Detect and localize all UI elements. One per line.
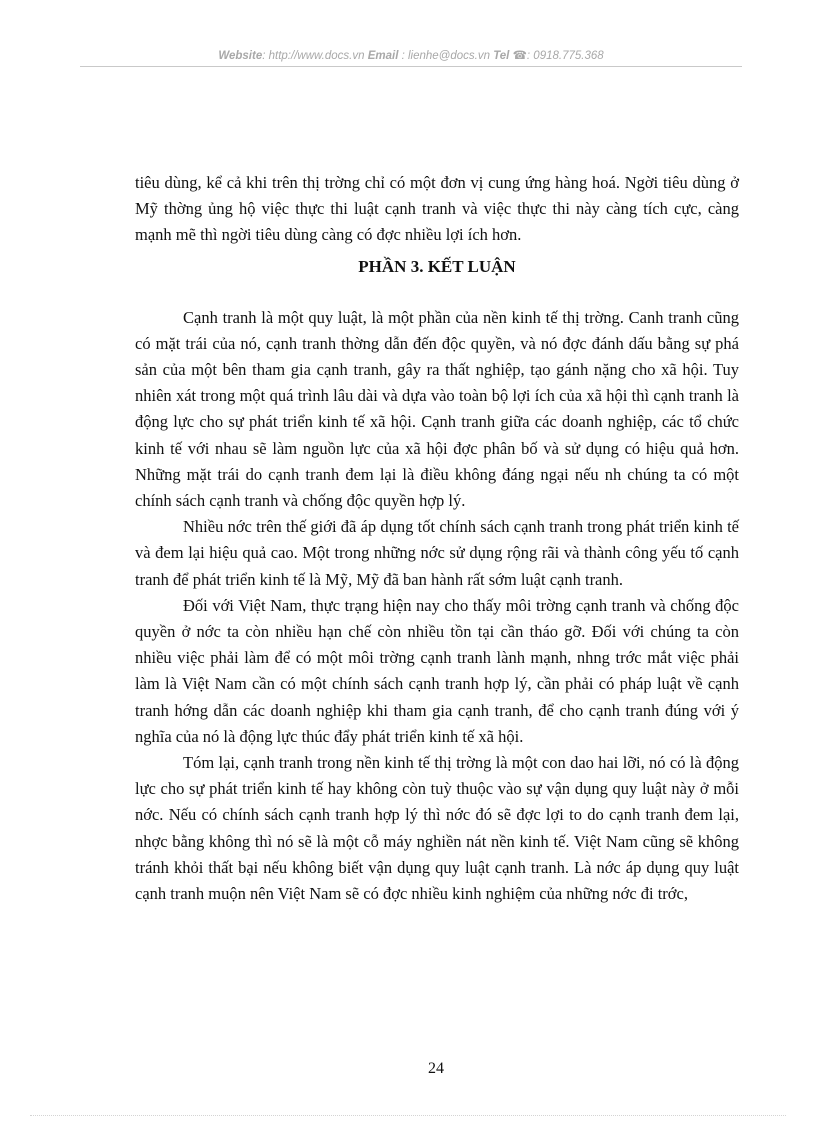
body-paragraph-4: Tóm lại, cạnh tranh trong nền kinh tế thị trờng là một con dao hai lỡi, nó có là động lực cho sự phát triển kinh tế hay không còn tuỳ thuộc vào sự vận dụng quy luật này ở mỗi nớc. Nếu có chính sách cạnh tranh hợp lý thì nớc đó sẽ đợc lợi to do cạnh tranh đem lại, nhợc bằng không thì nó sẽ là một cỗ máy nghiền nát nền kinh tế. Việt Nam cũng sẽ không tránh khỏi thất bại nếu không biết vận dụng quy luật cạnh tranh. Là nớc áp dụng quy luật cạnh tranh muộn nên Việt Nam sẽ có đợc nhiều kinh nghiệm của những nớc đi trớc, — [135, 753, 739, 904]
page-header — [80, 48, 742, 68]
section-heading: PHẦN 3. KẾT LUẬN — [358, 256, 516, 276]
intro-paragraph: tiêu dùng, kể cả khi trên thị trờng chỉ có một đơn vị cung ứng hàng hoá. Ngời tiêu dùng ở Mỹ thờng ủng hộ việc thực thi luật cạnh tranh và việc thực thi này càng tích cực, càng mạnh mẽ thì ngời tiêu dùng càng có đợc nhiều lợi ích hơn. — [135, 173, 739, 245]
website-label: Website — [218, 50, 263, 62]
tel-value: ☎: 0918.775.368 — [512, 50, 604, 62]
body-paragraph-2: Nhiều nớc trên thế giới đã áp dụng tốt chính sách cạnh tranh trong phát triển kinh tế và đem lại hiệu quả cao. Một trong những nớc sử dụng rộng rãi và thành công yếu tố cạnh tranh để phát triển kinh tế là Mỹ, Mỹ đã ban hành rất sớm luật cạnh tranh. — [135, 517, 739, 589]
email-label: Email — [367, 50, 399, 62]
bottom-divider — [30, 1115, 786, 1116]
body-paragraph-3: Đối với Việt Nam, thực trạng hiện nay cho thấy môi trờng cạnh tranh và chống độc quyền ở nớc ta còn nhiều hạn chế còn nhiều tồn tại cần tháo gỡ. Đối với chúng ta còn nhiều việc phải làm để có một môi trờng cạnh tranh lành mạnh, nhng trớc mắt việc phải làm là Việt Nam cần có một chính sách cạnh tranh hợp lý, cần phải có pháp luật về cạnh tranh hớng dẫn các doanh nghiệp khi tham gia cạnh tranh, để cho cạnh tranh đúng với ý nghĩa của nó là động lực thúc đẩy phát triển kinh tế xã hội. — [135, 595, 739, 746]
body-paragraph-1: Cạnh tranh là một quy luật, là một phần của nền kinh tế thị trờng. Canh tranh cũng có mặt trái của nó, cạnh tranh thờng dẫn đến độc quyền, và nó đợc đánh dấu bằng sự phá sản của một bên tham gia cạnh tranh, gây ra thất nghiệp, tạo gánh nặng cho xã hội. Tuy nhiên xát trong một quá trình lâu dài và dựa vào toàn bộ lợi ích của xã hội thì cạnh tranh là động lực cho sự phát triển kinh tế xã hội. Cạnh tranh giữa các doanh nghiệp, các tổ chức kinh tế với nhau sẽ làm nguồn lực của xã hội đợc phân bố và sử dụng có hiệu quả hơn. Những mặt trái do cạnh tranh đem lại là điều không đáng ngại nếu nh chúng ta có một chính sách cạnh tranh và chống độc quyền hợp lý. — [135, 307, 739, 511]
page-number: 24 — [428, 1060, 444, 1077]
email-link[interactable]: : lienhe@docs.vn — [401, 50, 490, 62]
page-body — [135, 170, 739, 907]
header-divider — [80, 66, 742, 67]
website-link[interactable]: : http://www.docs.vn — [262, 50, 365, 62]
tel-label: Tel — [493, 50, 510, 62]
